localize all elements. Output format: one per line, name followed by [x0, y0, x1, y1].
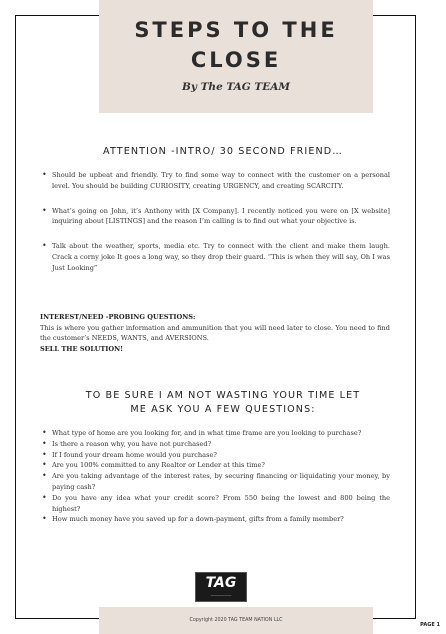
questions-title-line-1: TO BE SURE I AM NOT WASTING YOUR TIME LET — [85, 390, 361, 401]
list-item: • What type of home are you looking for, and in what time frame are you looking to purchase? — [40, 428, 390, 439]
tag-team-logo-icon — [195, 572, 247, 602]
list-item: • Is there a reason why, you have not purchased? — [40, 439, 390, 450]
questions-bullet-list — [40, 428, 390, 525]
probing-body: This is where you gather information and ammunition that you will need later to close. You need to find the customer’s NEEDS, WANTS, and AVERSIONS. — [40, 323, 390, 342]
copyright-text: Copyright 2020 TAG TEAM NATION LLC — [189, 618, 283, 623]
title-line-2: CLOSE — [190, 48, 282, 72]
subtitle: By The TAG TEAM — [181, 81, 290, 93]
probing-closing: SELL THE SOLUTION! — [40, 344, 124, 353]
probing-questions-block — [40, 312, 390, 354]
questions-title-line-2: ME ASK YOU A FEW QUESTIONS: — [130, 404, 316, 415]
list-item: • Do you have any idea what your credit score? From 550 being the lowest and 800 being the highest? — [40, 493, 390, 515]
attention-bullet-list — [40, 170, 390, 274]
list-item: • Talk about the weather, sports, media etc. Try to connect with the client and make them laugh. Crack a corny joke It goes a long way, so they drop their guard. “This is when they will say, Oh I was Just Looking” — [40, 241, 390, 273]
section-title-attention: ATTENTION -INTRO/ 30 SECOND FRIEND… — [103, 146, 343, 157]
list-item: • Are you taking advantage of the interest rates, by securing financing or liquidating your money, by paying cash? — [40, 471, 390, 493]
footer-banner — [99, 607, 373, 634]
list-item: • How much money have you saved up for a down-payment, gifts from a family member? — [40, 514, 390, 525]
title-line-1: STEPS TO THE — [134, 18, 338, 42]
list-item: • Are you 100% committed to any Realtor or Lender at this time? — [40, 460, 390, 471]
list-item: • What’s going on John, it’s Anthony with [X Company]. I recently noticed you were on [X website] inquiring about [LISTINGS] and the reason I’m calling is to find out what your objective is. — [40, 206, 390, 228]
logo-text: TAG — [205, 575, 237, 591]
list-item: • If I found your dream home would you purchase? — [40, 450, 390, 461]
page-number: PAGE 1 — [420, 622, 440, 628]
page-title — [99, 0, 373, 75]
title-banner — [99, 0, 373, 113]
section-title-questions — [40, 389, 406, 417]
list-item: • Should be upbeat and friendly. Try to find some way to connect with the customer on a personal level. You should be building CURIOSITY, creating URGENCY, and creating SCARCITY. — [40, 170, 390, 192]
probing-heading: INTEREST/NEED -PROBING QUESTIONS: — [40, 313, 196, 321]
logo-strap-icon: —————— — [210, 593, 232, 597]
